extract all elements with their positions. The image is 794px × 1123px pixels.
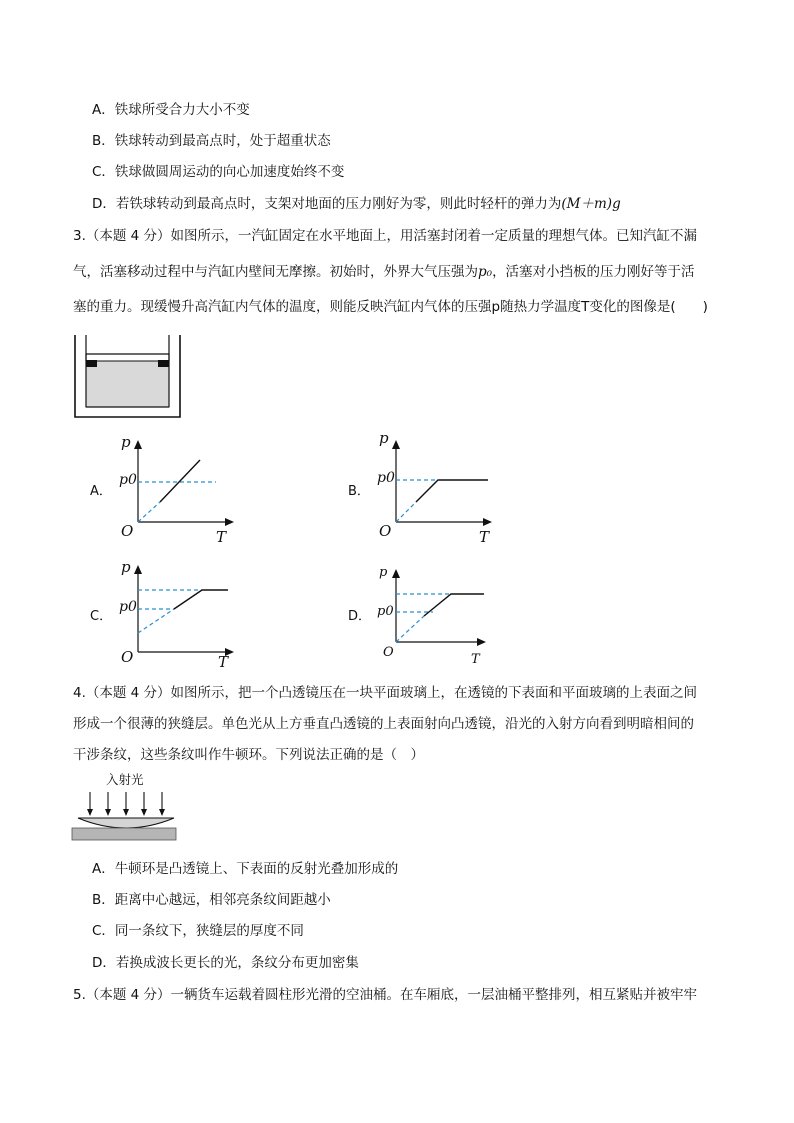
graph-c-p-label: p bbox=[121, 558, 131, 576]
q3-stem-line3: 塞的重力。现缓慢升高汽缸内气体的温度，则能反映汽缸内气体的压强p随热力学温度T变化的图像是( ) bbox=[73, 299, 708, 315]
graph-option-c bbox=[88, 556, 248, 671]
graph-c-curve bbox=[174, 590, 228, 609]
p0-symbol: p₀ bbox=[478, 264, 493, 280]
graph-c-t-label: T bbox=[218, 653, 229, 671]
q4-stem-line3: 干涉条纹，这些条纹叫作牛顿环。下列说法正确的是（ ） bbox=[73, 747, 424, 763]
y-axis-arrow-icon bbox=[134, 440, 142, 449]
arrowhead-icons bbox=[87, 809, 165, 816]
left-stopper bbox=[86, 360, 97, 367]
graph-d-p-label: p bbox=[379, 565, 388, 580]
q4-option-b: B．距离中心越远，相邻亮条纹间距越小 bbox=[92, 892, 331, 908]
y-axis-arrow-icon bbox=[392, 569, 400, 578]
graph-b-origin-label: O bbox=[379, 522, 392, 540]
graph-b-t-label: T bbox=[479, 528, 490, 546]
graph-c-origin-label: O bbox=[121, 648, 134, 666]
q4-option-d: D．若换成波长更长的光，条纹分布更加密集 bbox=[92, 955, 359, 971]
x-axis-arrow-icon bbox=[477, 638, 486, 646]
y-axis-arrow-icon bbox=[134, 565, 142, 574]
newton-rings-figure bbox=[70, 770, 182, 850]
q2-option-d-formula: (M＋m)g bbox=[561, 196, 621, 212]
y-axis-arrow-icon bbox=[392, 440, 400, 449]
graph-b-p-label: p bbox=[379, 429, 389, 447]
convex-lens bbox=[78, 818, 174, 828]
q2-option-a: A．铁球所受合力大小不变 bbox=[92, 102, 250, 118]
right-stopper bbox=[158, 360, 169, 367]
x-axis-arrow-icon bbox=[483, 518, 492, 526]
q4-stem-line2: 形成一个很薄的狭缝层。单色光从上方垂直凸透镜的上表面射向凸透镜，沿光的入射方向看到明暗相间的 bbox=[73, 716, 694, 732]
q2-option-b: B．铁球转动到最高点时，处于超重状态 bbox=[92, 133, 331, 149]
q4-option-c: C．同一条纹下，狭缝层的厚度不同 bbox=[92, 923, 304, 939]
graph-a-curve bbox=[160, 460, 200, 502]
q4-stem-line1: 4.（本题 4 分）如图所示，把一个凸透镜压在一块平面玻璃上，在透镜的下表面和平面玻璃的上表面之间 bbox=[73, 685, 698, 701]
q3-stem-line2-pre: 气，活塞移动过程中与汽缸内壁间无摩擦。初始时，外界大气压强为 bbox=[73, 264, 478, 280]
q3-stem-line2 bbox=[73, 262, 695, 282]
glass-plate bbox=[72, 828, 176, 840]
graph-a-p0-label: p0 bbox=[119, 472, 137, 488]
q5-stem-line1: 5.（本题 4 分）一辆货车运载着圆柱形光滑的空油桶。在车厢底，一层油桶平整排列，相互紧贴并被牢牢 bbox=[73, 987, 698, 1003]
graph-option-d bbox=[346, 556, 516, 671]
graph-d-t-label: T bbox=[471, 652, 480, 667]
cylinder-figure bbox=[70, 330, 190, 420]
graph-d-origin-label: O bbox=[383, 645, 394, 660]
graph-c-letter: C． bbox=[90, 609, 113, 624]
graph-a-t-label: T bbox=[216, 528, 227, 546]
graph-c-p0-label: p0 bbox=[119, 599, 137, 615]
graph-a-letter: A． bbox=[90, 484, 112, 499]
q2-option-c: C．铁球做圆周运动的向心加速度始终不变 bbox=[92, 164, 345, 180]
graph-d-p0-label: p0 bbox=[377, 604, 394, 619]
q2-option-d-text: D．若铁球转动到最高点时，支架对地面的压力刚好为零，则此时轻杆的弹力为 bbox=[92, 196, 562, 212]
incident-light-label: 入射光 bbox=[106, 772, 144, 787]
graph-a-origin-label: O bbox=[121, 522, 134, 540]
graph-d-curve bbox=[424, 594, 484, 616]
q4-option-a: A．牛顿环是凸透镜上、下表面的反射光叠加形成的 bbox=[92, 861, 399, 877]
graph-b-letter: B． bbox=[348, 484, 370, 499]
graph-option-b bbox=[346, 430, 516, 545]
graph-a-p-label: p bbox=[121, 433, 131, 451]
graph-d-letter: D． bbox=[348, 609, 372, 624]
graph-b-p0-label: p0 bbox=[377, 470, 395, 486]
x-axis-arrow-icon bbox=[225, 518, 234, 526]
graph-option-a bbox=[88, 430, 248, 545]
q2-option-d bbox=[92, 194, 621, 214]
q3-stem-line2-post: ，活塞对小挡板的压力刚好等于活 bbox=[492, 264, 695, 280]
gas-region bbox=[86, 361, 169, 407]
graph-b-curve bbox=[416, 480, 488, 502]
q3-stem-line1: 3.（本题 4 分）如图所示，一汽缸固定在水平地面上，用活塞封闭着一定质量的理想气体。已知汽缸不漏 bbox=[73, 228, 698, 244]
